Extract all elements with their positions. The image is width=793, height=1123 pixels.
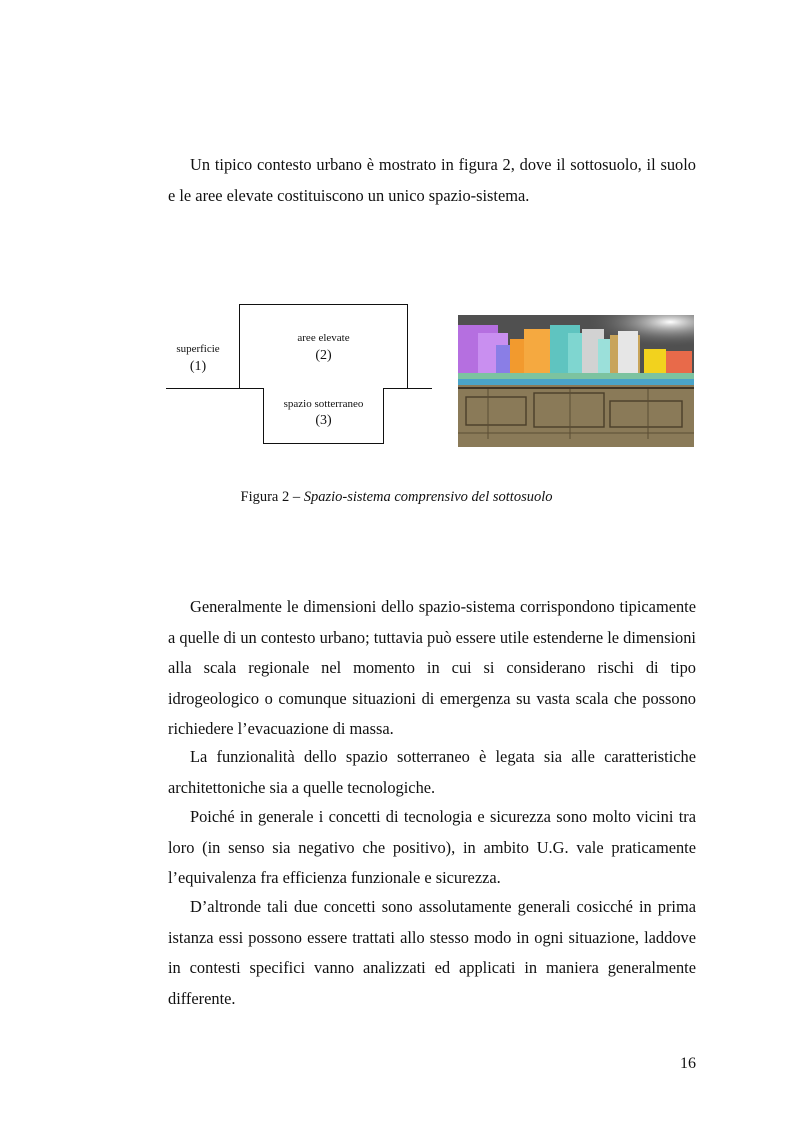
underground-space-number: (3) — [315, 413, 332, 428]
space-system-diagram — [166, 302, 436, 447]
underground-space-label: spazio sotterraneo — [283, 398, 364, 410]
elevated-areas-label: aree elevate — [297, 332, 350, 344]
urban-context-illustration — [458, 315, 694, 447]
body-paragraph-1: Generalmente le dimensioni dello spazio-sistema corrispondono tipicamente a quelle di un contesto urbano; tuttavia può essere utile estenderne le dimensioni alla scala regionale nel momento in cui si considerano rischi di tipo idrogeologico o comunque situazioni di emergenza su vasta scala che possono richiedere l’evacuazione di massa. — [168, 597, 696, 738]
underground-space-box — [263, 388, 384, 444]
elevated-areas-number: (2) — [315, 348, 332, 363]
figure-caption-prefix: Figura 2 – — [240, 489, 304, 505]
figure-caption-title: Spazio-sistema comprensivo del sottosuolo — [303, 489, 553, 505]
intro-paragraph: Un tipico contesto urbano è mostrato in figura 2, dove il sottosuolo, il suolo e le aree elevate costituiscono un unico spazio-sistema. — [168, 155, 696, 205]
elevated-areas-box — [239, 304, 408, 389]
surface-number: (1) — [189, 359, 207, 374]
surface-label: superficie — [176, 343, 220, 355]
body-paragraph-4: D’altronde tali due concetti sono assolutamente generali cosicché in prima istanza essi possono essere trattati allo stesso modo in ogni situazione, laddove in contesti specifici vanno analizzati ed applicati in maniera generalmente differente. — [168, 897, 696, 1008]
figure-caption — [0, 487, 793, 507]
surface-label-group — [166, 342, 230, 376]
urban-context-image — [458, 315, 694, 447]
body-paragraph-2: La funzionalità dello spazio sotterraneo è legata sia alle caratteristiche architettoniche sia a quelle tecnologiche. — [168, 747, 696, 797]
page-number: 16 — [680, 1055, 696, 1072]
body-paragraph-3: Poiché in generale i concetti di tecnologia e sicurezza sono molto vicini tra loro (in senso sia negativo che positivo), in ambito U.G. vale praticamente l’equivalenza fra efficienza funzionale e sicurezza. — [168, 807, 696, 887]
